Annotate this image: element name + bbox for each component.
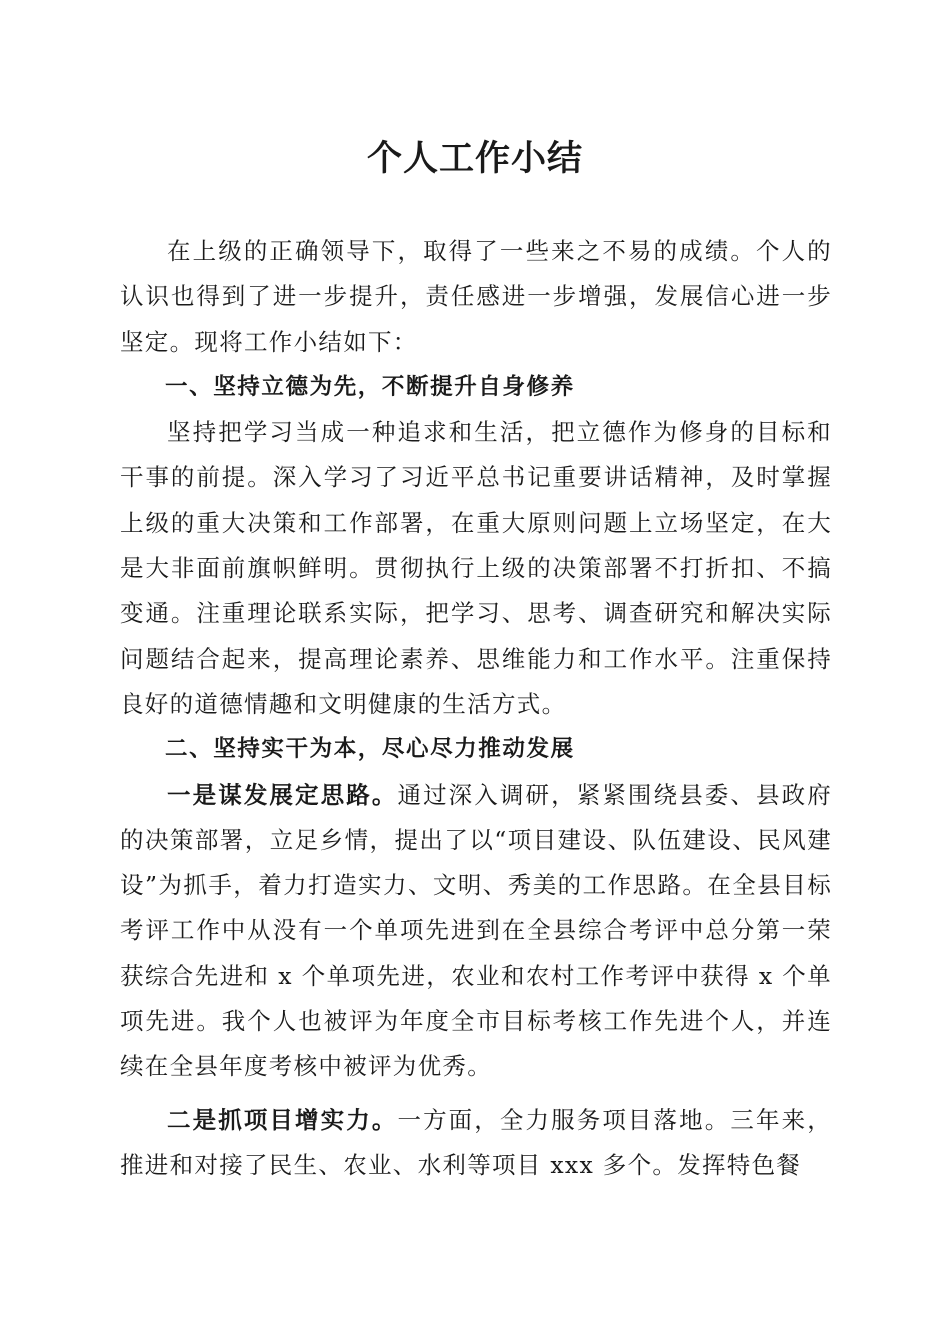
item-1-body: 通过深入调研，紧紧围绕县委、县政府的决策部署，立足乡情，提出了以“项目建设、队伍建设、民风建设”为抓手，着力打造实力、文明、秀美的工作思路。在全县目标考评工作中从没有一个单项先进到在全县综合考评中总分第一荣获综合先进和 x 个单项先进，农业和农村工作考评中获得 x 个单项先进。我个人也被评为年度全市目标考核工作先进个人，并连续在全县年度考核中被评为优秀。	[120, 780, 832, 1081]
section-1-paragraph: 坚持把学习当成一种追求和生活，把立德作为修身的目标和干事的前提。深入学习了习近平总书记重要讲话精神，及时掌握上级的重大决策和工作部署，在重大原则问题上立场坚定，在大是大非面前旗帜鲜明。贯彻执行上级的决策部署不打折扣、不搞变通。注重理论联系实际，把学习、思考、调查研究和解决实际问题结合起来，提高理论素养、思维能力和工作水平。注重保持良好的道德情趣和文明健康的生活方式。	[120, 418, 832, 718]
item-2-lead: 二是抓项目增实力。	[167, 1105, 398, 1134]
item-2-body: 一方面，全力服务项目落地。三年来，推进和对接了民生、农业、水利等项目 xxx 多个。发挥特色餐	[120, 1105, 832, 1179]
document-body	[120, 229, 832, 1188]
intro-paragraph: 在上级的正确领导下，取得了一些来之不易的成绩。个人的认识也得到了进一步提升，责任感进一步增强，发展信心进一步坚定。现将工作小结如下：	[120, 237, 832, 356]
section-2-item-1-paragraph	[120, 773, 832, 1090]
item-1-lead: 一是谋发展定思路。	[167, 780, 398, 809]
section-2-item-2-paragraph	[120, 1098, 832, 1189]
section-2-heading: 二、坚持实干为本，尽心尽力推动发展	[165, 736, 575, 763]
document-title: 个人工作小结	[366, 138, 583, 179]
section-1-heading: 一、坚持立德为先，不断提升自身修养	[165, 373, 575, 400]
